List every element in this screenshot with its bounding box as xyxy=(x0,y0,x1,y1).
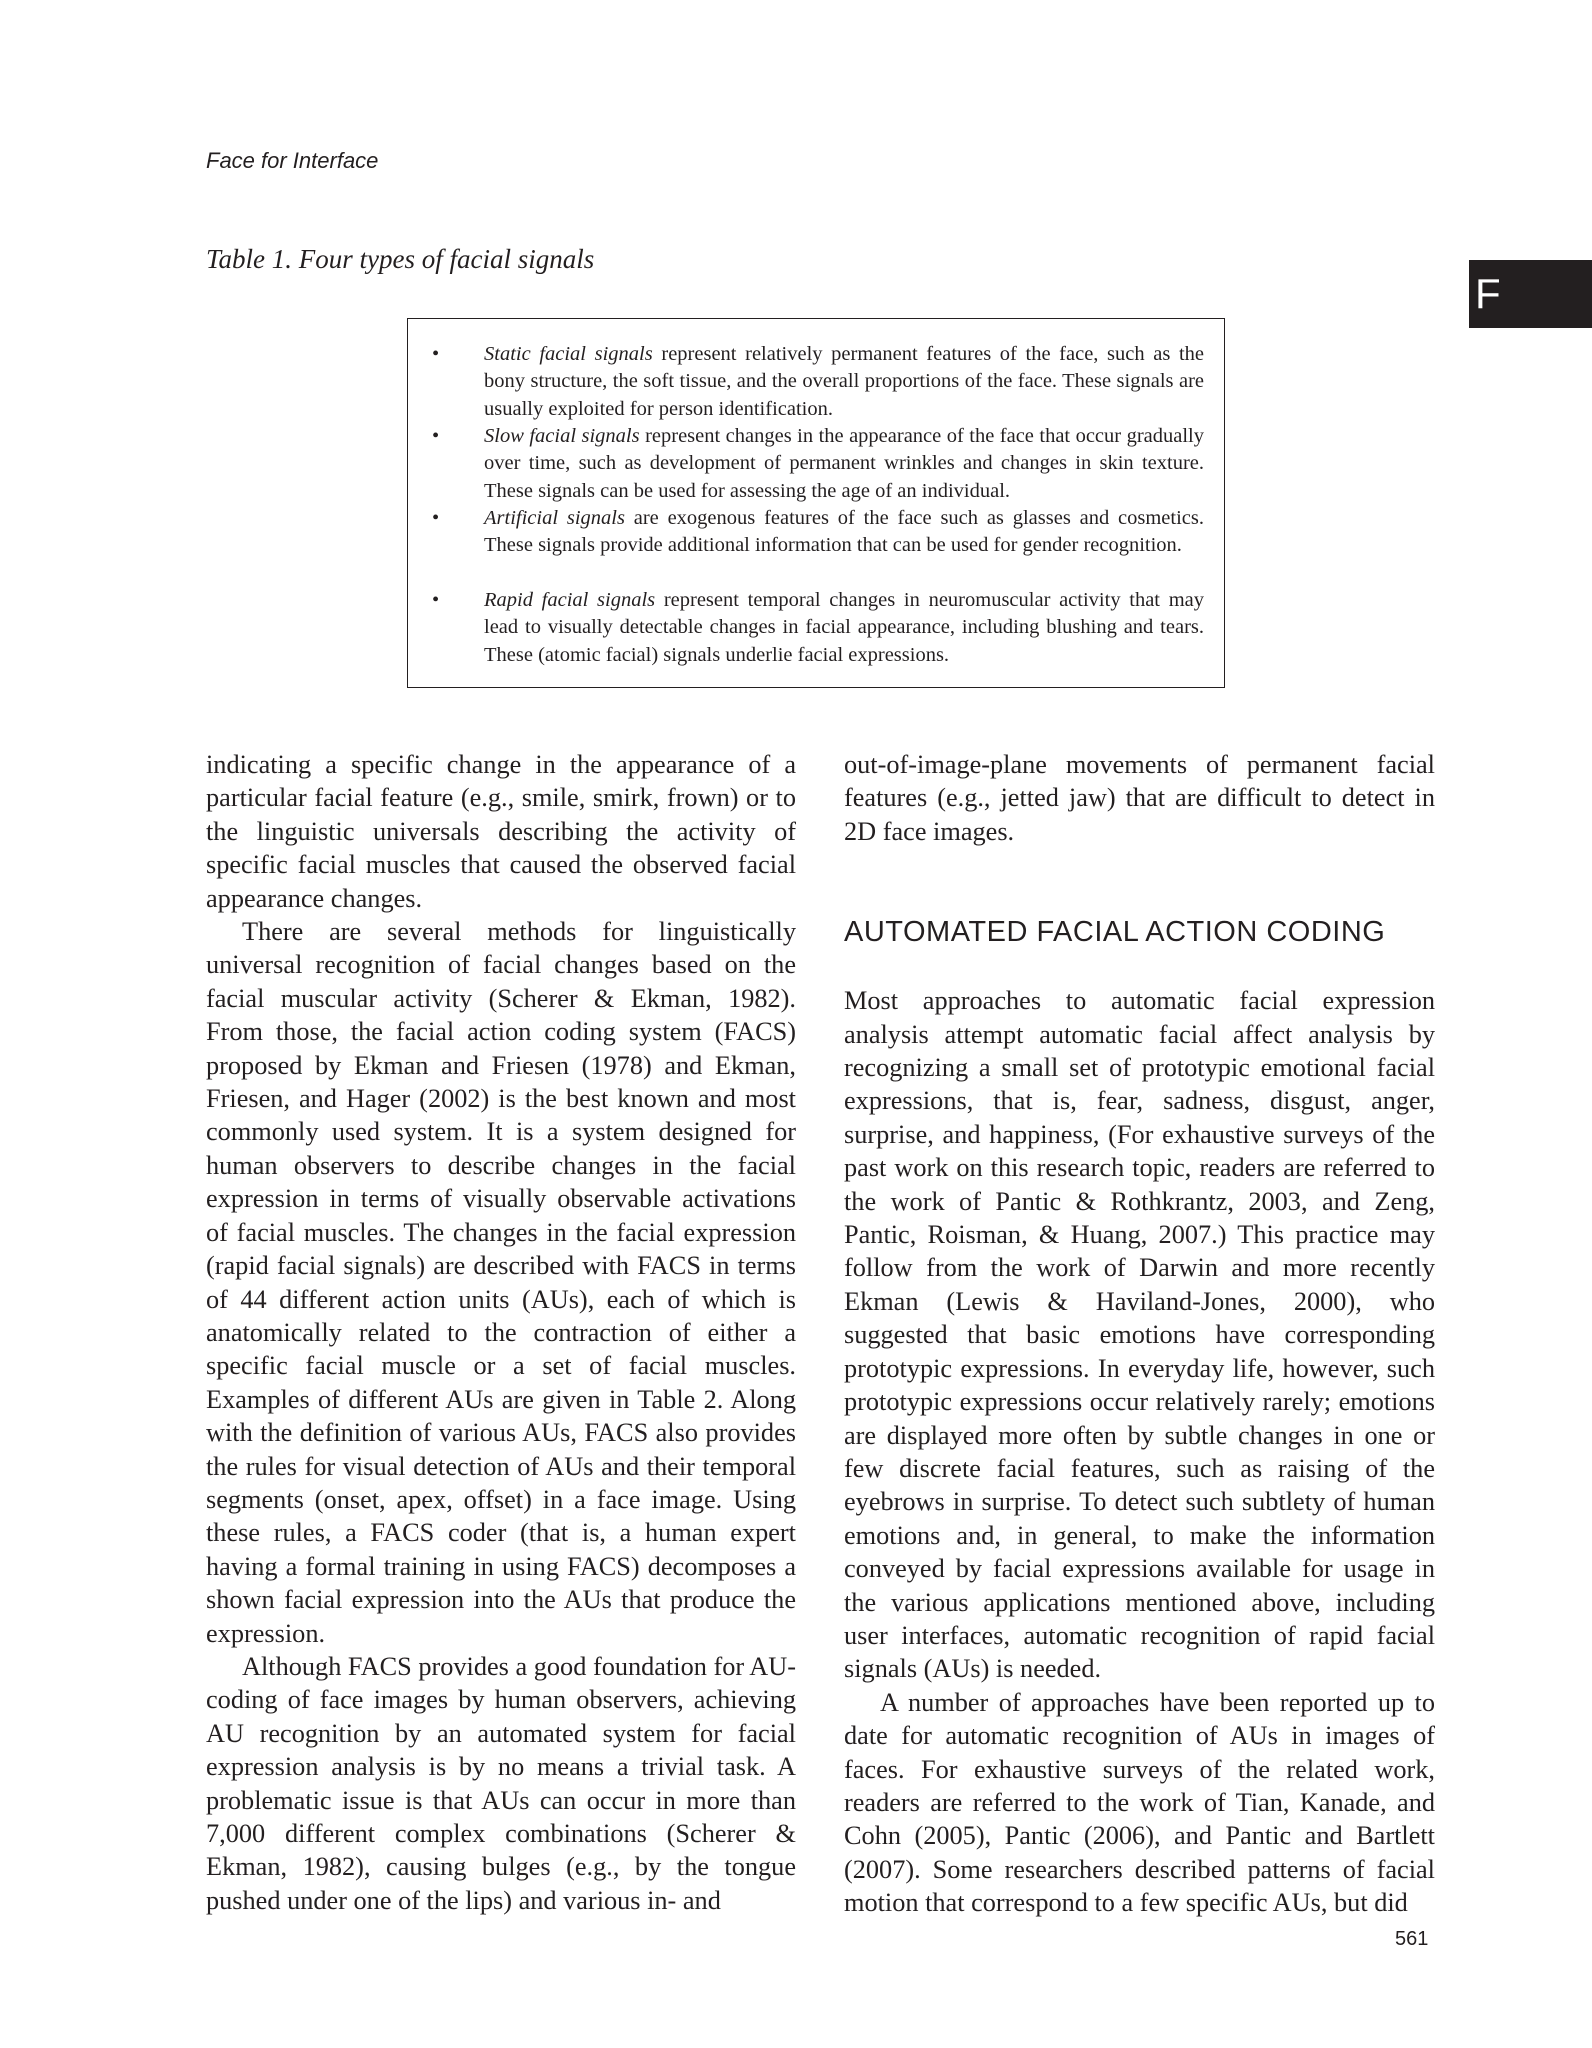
body-paragraph: There are several methods for linguistically universal recognition of facial changes based on the facial muscular activity (Scherer & Ekman, 1982). From those, the facial action coding system (FACS) proposed by Ekman and Friesen (1978) and Ekman, Friesen, and Hager (2002) is the best known and most commonly used system. It is a system designed for human observers to describe changes in the facial expression in terms of visually observable activations of facial muscles. The changes in the facial expression (rapid facial signals) are described with FACS in terms of 44 different action units (AUs), each of which is anatomically related to the contraction of either a specific facial muscle or a set of facial muscles. Examples of different AUs are given in Table 2. Along with the definition of various AUs, FACS also provides the rules for visual detection of AUs and their temporal segments (onset, apex, offset) in a face image. Using these rules, a FACS coder (that is, a human expert having a formal training in using FACS) decomposes a shown facial expression into the AUs that produce the expression. xyxy=(206,917,796,1648)
table-box xyxy=(407,318,1225,688)
list-item xyxy=(432,587,1204,669)
signal-term: Rapid facial signals xyxy=(484,589,656,611)
signal-description: represent temporal changes in neuromuscular activity that may lead to visually detectable changes in facial appearance, including blushing and tears. These (atomic facial) signals underlie facial expressions. xyxy=(484,589,1204,666)
signal-description: represent relatively permanent features of the face, such as the bony structure, the soft tissue, and the overall proportions of the face. These signals are usually exploited for person identification. xyxy=(484,343,1205,420)
signal-term: Slow facial signals xyxy=(484,425,640,447)
table-caption: Table 1. Four types of facial signals xyxy=(206,244,595,274)
page-number: 561 xyxy=(1395,1928,1429,1950)
bullet: • xyxy=(432,507,440,529)
list-item xyxy=(432,505,1204,560)
list-item xyxy=(432,341,1205,423)
body-paragraph: Although FACS provides a good foundation for AU-coding of face images by human observers, achieving AU recognition by an automated system for facial expression analysis is by no means a trivial task. A problematic issue is that AUs can occur in more than 7,000 different complex combinations (Scherer & Ekman, 1982), causing bulges (e.g., by the tongue pushed under one of the lips) and various in- and xyxy=(206,1651,796,1915)
body-paragraph: out-of-image-plane movements of permanent facial features (e.g., jetted jaw) that are difficult to detect in 2D face images. xyxy=(844,750,1435,846)
body-paragraph: A number of approaches have been reported up to date for automatic recognition of AUs in images of faces. For exhaustive surveys of the related work, readers are referred to the work of Tian, Kanade, and Cohn (2005), Pantic (2006), and Pantic and Bartlett (2007). Some researchers described patterns of facial motion that correspond to a few specific AUs, but did xyxy=(844,1687,1435,1918)
running-title: Face for Interface xyxy=(206,148,379,173)
body-paragraph: indicating a specific change in the appearance of a particular facial feature (e.g., smile, smirk, frown) or to the linguistic universals describing the activity of specific facial muscles that caused the observed facial appearance changes. xyxy=(206,750,796,913)
signal-description: represent changes in the appearance of the face that occur gradually over time, such as development of permanent wrinkles and changes in skin texture. These signals can be used for assessing the age of an individual. xyxy=(484,425,1204,502)
left-column xyxy=(206,748,796,1917)
bullet: • xyxy=(432,425,440,447)
bullet: • xyxy=(432,343,440,365)
right-column xyxy=(844,748,1435,1920)
section-tab-letter: F xyxy=(1475,270,1501,317)
signal-description: are exogenous features of the face such as glasses and cosmetics. These signals provide additional information that can be used for gender recognition. xyxy=(484,507,1204,557)
section-tab xyxy=(1469,260,1592,328)
body-paragraph: Most approaches to automatic facial expression analysis attempt automatic facial affect analysis by recognizing a small set of prototypic emotional facial expressions, that is, fear, sadness, disgust, anger, surprise, and happiness, (For exhaustive surveys of the past work on this research topic, readers are referred to the work of Pantic & Rothkrantz, 2003, and Zeng, Pantic, Roisman, & Huang, 2007.) This practice may follow from the work of Darwin and more recently Ekman (Lewis & Haviland-Jones, 2000), who suggested that basic emotions have corresponding prototypic expressions. In everyday life, however, such prototypic expressions occur relatively rarely; emotions are displayed more often by subtle changes in one or few discrete facial features, such as raising of the eyebrows in surprise. To detect such subtlety of human emotions and, in general, to make the information conveyed by facial expressions available for usage in the various applications mentioned above, including user interfaces, automatic recognition of rapid facial signals (AUs) is needed. xyxy=(844,986,1435,1684)
bullet: • xyxy=(432,589,440,611)
signal-term: Static facial signals xyxy=(484,343,653,365)
list-item xyxy=(432,423,1204,505)
signal-term: Artificial signals xyxy=(484,507,625,529)
section-heading: AUTOMATED FACIAL ACTION CODING xyxy=(844,916,1386,949)
